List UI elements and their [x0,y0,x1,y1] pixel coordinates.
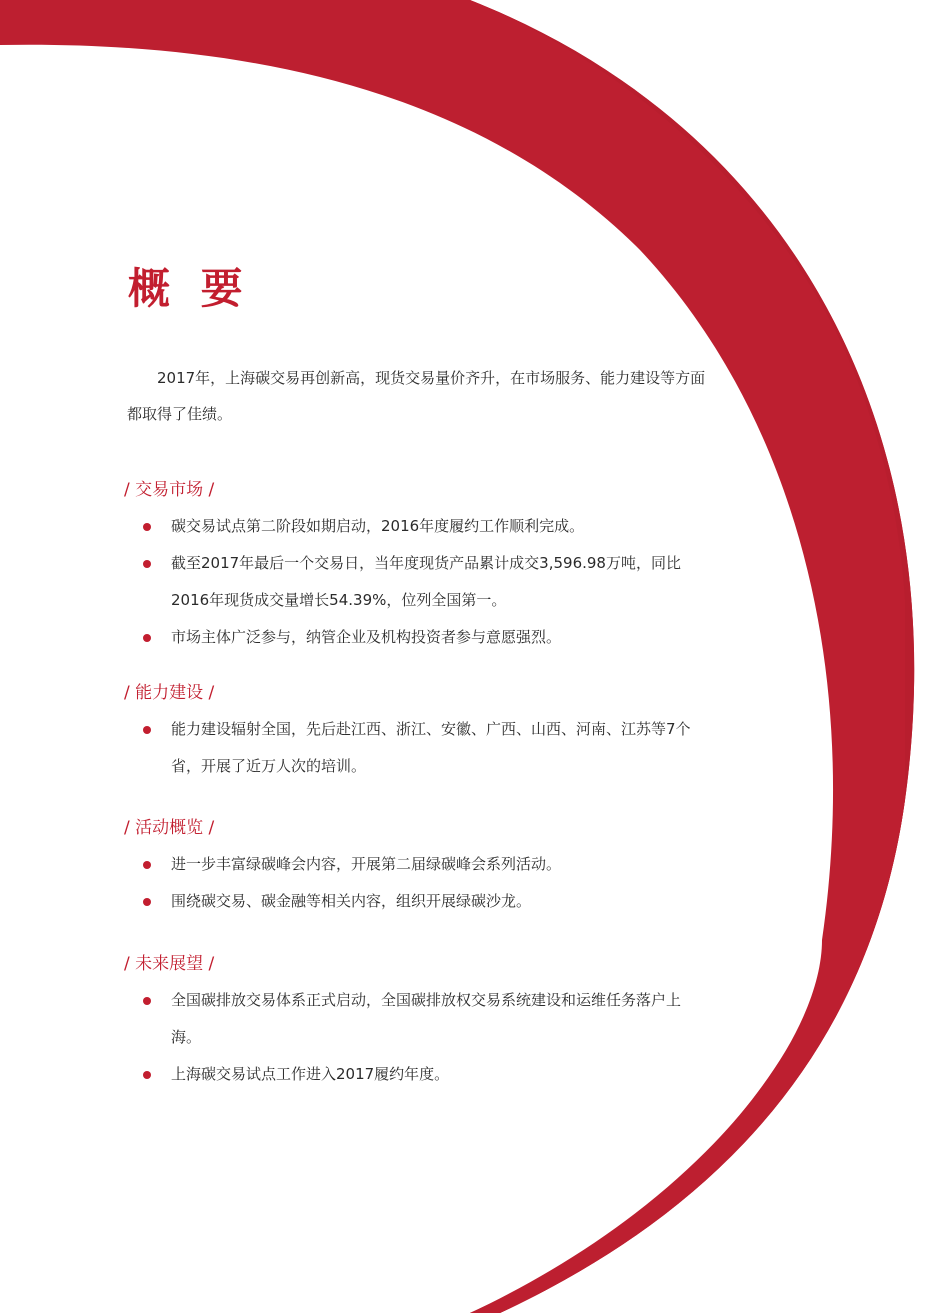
bullet-list [124,982,724,1093]
list-item-text: 市场主体广泛参与，纳管企业及机构投资者参与意愿强烈。 [171,628,562,646]
list-item-text: 碳交易试点第二阶段如期启动，2016年度履约工作顺利完成。 [171,517,585,535]
list-item-text: 上海碳交易试点工作进入2017履约年度。 [171,1065,450,1083]
list-item [124,846,701,883]
bullet-dot-icon [143,634,151,642]
list-item-text: 进一步丰富绿碳峰会内容，开展第二届绿碳峰会系列活动。 [171,855,562,873]
bullet-dot-icon [143,523,151,531]
list-item [124,711,701,785]
bullet-dot-icon [143,898,151,906]
section-heading: / 交易市场 / [124,480,215,500]
list-item [124,545,701,619]
bullet-dot-icon [143,997,151,1005]
list-item [124,508,701,545]
bullet-dot-icon [143,726,151,734]
list-item [124,619,701,656]
bullet-dot-icon [143,1071,151,1079]
page-title: 概 要 [128,264,251,313]
section-capacity-building [124,681,724,785]
list-item-text: 围绕碳交易、碳金融等相关内容，组织开展绿碳沙龙。 [171,892,532,910]
list-item [124,883,701,920]
bullet-list [124,711,724,785]
list-item [124,1056,701,1093]
section-heading: / 活动概览 / [124,818,215,838]
list-item-text: 全国碳排放交易体系正式启动，全国碳排放权交易系统建设和运维任务落户上海。 [171,991,682,1046]
list-item-text: 能力建设辐射全国，先后赴江西、浙江、安徽、广西、山西、河南、江苏等7个省，开展了近万人次的培训。 [171,720,691,775]
intro-paragraph: 2017年，上海碳交易再创新高，现货交易量价齐升，在市场服务、能力建设等方面都取得了佳绩。 [127,369,706,423]
section-heading: / 未来展望 / [124,954,215,974]
section-heading: / 能力建设 / [124,683,215,703]
bullet-dot-icon [143,560,151,568]
bullet-list [124,846,724,920]
section-outlook [124,952,724,1093]
section-activities [124,816,724,920]
list-item-text: 截至2017年最后一个交易日，当年度现货产品累计成交3,596.98万吨，同比2016年现货成交量增长54.39%，位列全国第一。 [171,554,681,609]
bullet-dot-icon [143,861,151,869]
bullet-list [124,508,724,656]
list-item [124,982,701,1056]
section-trading-market [124,478,724,656]
